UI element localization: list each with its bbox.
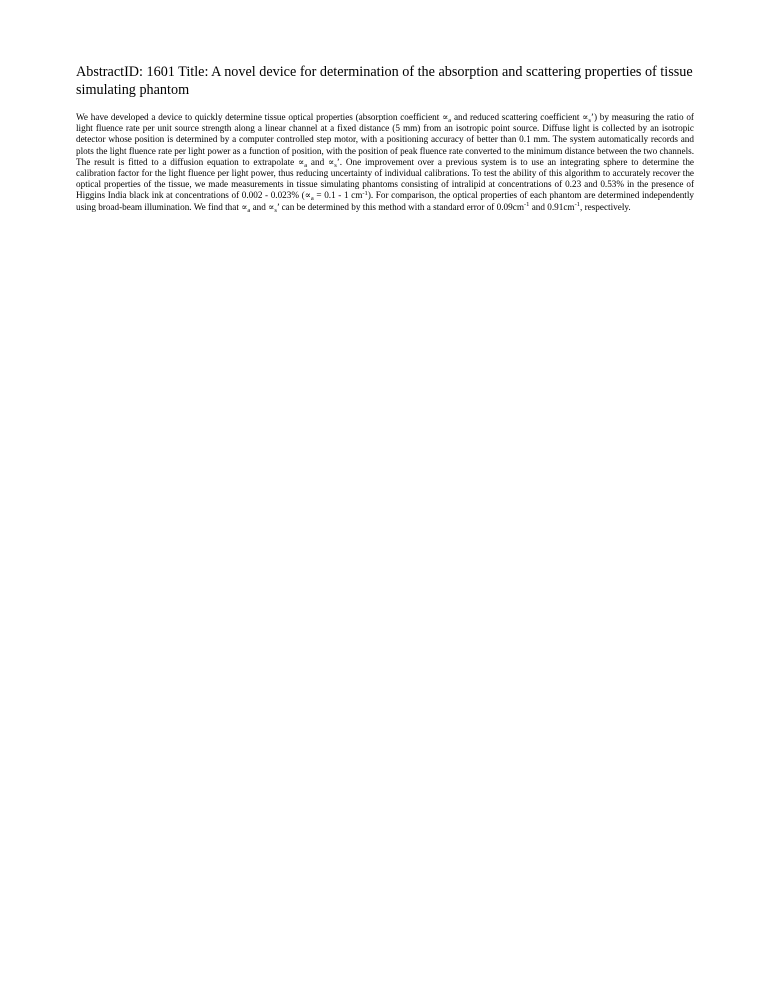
abstract-text: We have developed a device to quickly determine tissue optical properties (absorption coefficient: [76, 112, 443, 122]
mu-symbol: ∝: [304, 190, 311, 201]
subscript-a: a: [310, 195, 314, 203]
mu-symbol: ∝: [582, 112, 589, 122]
abstract-text: = 0.1 - 1 cm: [313, 190, 363, 201]
mu-symbol: ∝: [442, 112, 449, 122]
abstract-body: [76, 112, 694, 213]
mu-symbol: ∝: [328, 156, 335, 167]
abstract-text: and: [307, 156, 328, 167]
mu-symbol: ∝: [241, 201, 248, 212]
superscript-exponent: -1: [523, 201, 530, 209]
subscript-s: s: [274, 206, 277, 214]
subscript-a: a: [448, 117, 452, 124]
subscript-a: a: [304, 161, 308, 169]
abstract-text: ’ can be determined by this method with a standard error of 0.09cm: [276, 201, 524, 212]
subscript-a: a: [247, 206, 251, 214]
abstract-text: , respectively.: [580, 201, 631, 212]
abstract-text: ’. One improvement over a previous system is to use an integrating sphere to determine the calibration factor for the light fluence per light power, thus reducing uncertainty of individual calibrations. To test the ability of this algorithm to accurately recover the optical properties of the tissue, we made measurements in tissue simulating phantoms consisting of intralipid at concentrations of 0.23 and 0.53% in the presence of Higgins India black ink at concentrations of 0.002 - 0.023% (: [76, 156, 695, 201]
abstract-title: AbstractID: 1601 Title: A novel device for determination of the absorption and scattering properties of tissue simulating phantom: [76, 64, 693, 98]
mu-symbol: ∝: [298, 156, 305, 167]
abstract-text: ). For comparison, the optical properties of each phantom are determined independently using broad-beam illumination. We find that: [76, 190, 694, 212]
abstract-text: and 0.91cm: [529, 201, 575, 212]
superscript-exponent: -1: [362, 189, 368, 197]
subscript-s: s: [334, 161, 337, 169]
abstract-text: and: [250, 201, 269, 212]
abstract-page: [76, 63, 694, 213]
superscript-exponent: -1: [574, 201, 580, 209]
mu-symbol: ∝: [268, 201, 275, 212]
subscript-s: s: [588, 117, 591, 124]
abstract-text: ’) by measuring the ratio of light fluence rate per unit source strength along a linear channel at a fixed distance (5 mm) from an isotropic point source. Diffuse light is collected by an isotropic detector whose position is determined by a computer controlled step motor, with a positioning accuracy of better than 0.1 mm. The system automatically records and plots the light fluence rate per light power as a function of position, with the position of peak fluence rate converted to the minimum distance between the two channels. The result is fitted to a diffusion equation to extrapolate: [76, 112, 694, 167]
abstract-text: and reduced scattering coefficient: [451, 112, 583, 122]
